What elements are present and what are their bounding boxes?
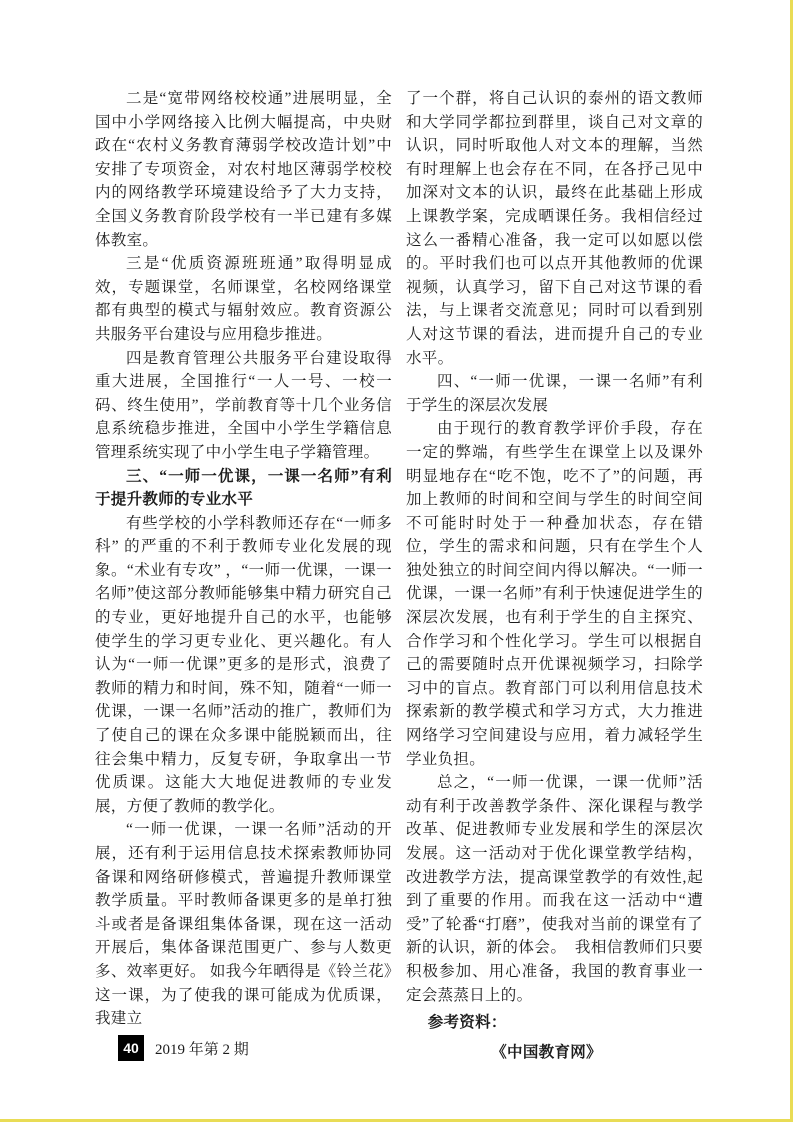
paragraph: 四是教育管理公共服务平台建设取得重大进展，全国推行“一人一号、一校一码、终生使用”，学前教育等十几个业务信息系统稳步推进，全国中小学生学籍信息管理系统实现了中小学生电子学籍管理。 (95, 349, 392, 461)
paragraph: 有些学校的小学科教师还存在“一师多科” 的严重的不利于教师专业化发展的现象。“术业有专攻” ，“一师一优课，一课一名师”使这部分教师能够集中精力研究自己的专业，更好地提升自己的水平，也能够使学生的学习更专业化、更兴趣化。有人认为“一师一优课”更多的是形式，浪费了教师的精力和时间，殊不知，随着“一师一优课，一课一名师”活动的推广，教师们为了使自己的课在众多课中能脱颖而出，往往会集中精力，反复专研，争取拿出一节优质课。这能大大地促进教师的专业发展，方便了教师的教学化。 (95, 514, 392, 815)
section-heading: 四、“一师一优课，一课一名师”有利于学生的深层次发展 (406, 373, 703, 414)
reference-label: 参考资料： (427, 1014, 507, 1032)
section-heading-bold: 三、“一师一优课，一课一名师”有利于提升教师的专业水平 (95, 467, 392, 509)
paragraph: 三是“优质资源班班通”取得明显成效，专题课堂，名师课堂，名校网络课堂都有典型的模式与辐射效应。教育资源公共服务平台建设与应用稳步推进。 (95, 255, 392, 343)
paragraph: 由于现行的教育教学评价手段，存在一定的弊端，有些学生在课堂上以及课外明显地存在“吃不饱，吃不了”的问题，再加上教师的时间和空间与学生的时间空间不可能时时处于一种叠加状态，存在错位，学生的需求和问题，只有在学生个人独处独立的时间空间内得以解决。“一师一优课，一课一名师”有利于快速促进学生的深层次发展，也有利于学生的自主探究、合作学习和个性化学习。学生可以根据自己的需要随时点开优课视频学习，扫除学习中的盲点。教育部门可以利用信息技术探索新的教学模式和学习方式，大力推进网络学习空间建设与应用，着力减轻学生学业负担。 (406, 420, 703, 768)
paragraph: 二是“宽带网络校校通”进展明显，全国中小学网络接入比例大幅提高，中央财政在“农村义务教育薄弱学校改造计划”中安排了专项资金，对农村地区薄弱学校校内的网络教学环境建设给予了大力支持，全国义务教育阶段学校有一半已建有多媒体教室。 (95, 90, 392, 249)
paragraph: “一师一优课，一课一名师”活动的开展，还有利于运用信息技术探索教师协同备课和网络研修模式，普遍提升教师课堂教学质量。平时教师备课更多的是单打独斗或者是备课组集体备课，现在这一活动开展后，集体备课范围更广、参与人数更多、效率更好。 如我今年晒得是《铃兰花》这一课，为了使我的课可能成为优质课，我建立 (95, 821, 392, 1028)
page-number-badge: 40 (118, 1035, 144, 1061)
page-footer (118, 1035, 249, 1061)
paragraph-continuation: 了一个群，将自己认识的泰州的语文教师和大学同学都拉到群里，谈自己对文章的认识，同时听取他人对文本的理解，当然有时理解上也会存在不同，在各抒己见中加深对文本的认识，最终在此基础上形成上课教学案，完成晒课任务。我相信经过这么一番精心准备，我一定可以如愿以偿的。平时我们也可以点开其他教师的优课视频，认真学习，留下自己对这节课的看法，与上课者交流意见；同时可以看到别人对这节课的看法，进而提升自己的专业水平。 (406, 90, 703, 367)
right-column (406, 87, 703, 1064)
reference-source: 《中国教育网》 (491, 1043, 602, 1061)
paragraph: 总之，“一师一优课，一课一优师”活动有利于改善教学条件、深化课程与教学改革、促进教师专业发展和学生的深层次发展。这一活动对于优化课堂教学结构，改进教学方法，提高课堂教学的有效性,起到了重要的作用。而我在这一活动中“遭受”了轮番“打磨”，使我对当前的课堂有了新的认识，新的体会。 我相信教师们只要积极参加、用心准备，我国的教育事业一定会蒸蒸日上的。 (406, 774, 703, 1004)
issue-label: 2019 年第 2 期 (155, 1041, 249, 1058)
left-column (95, 87, 392, 1064)
article-body (95, 87, 703, 1064)
